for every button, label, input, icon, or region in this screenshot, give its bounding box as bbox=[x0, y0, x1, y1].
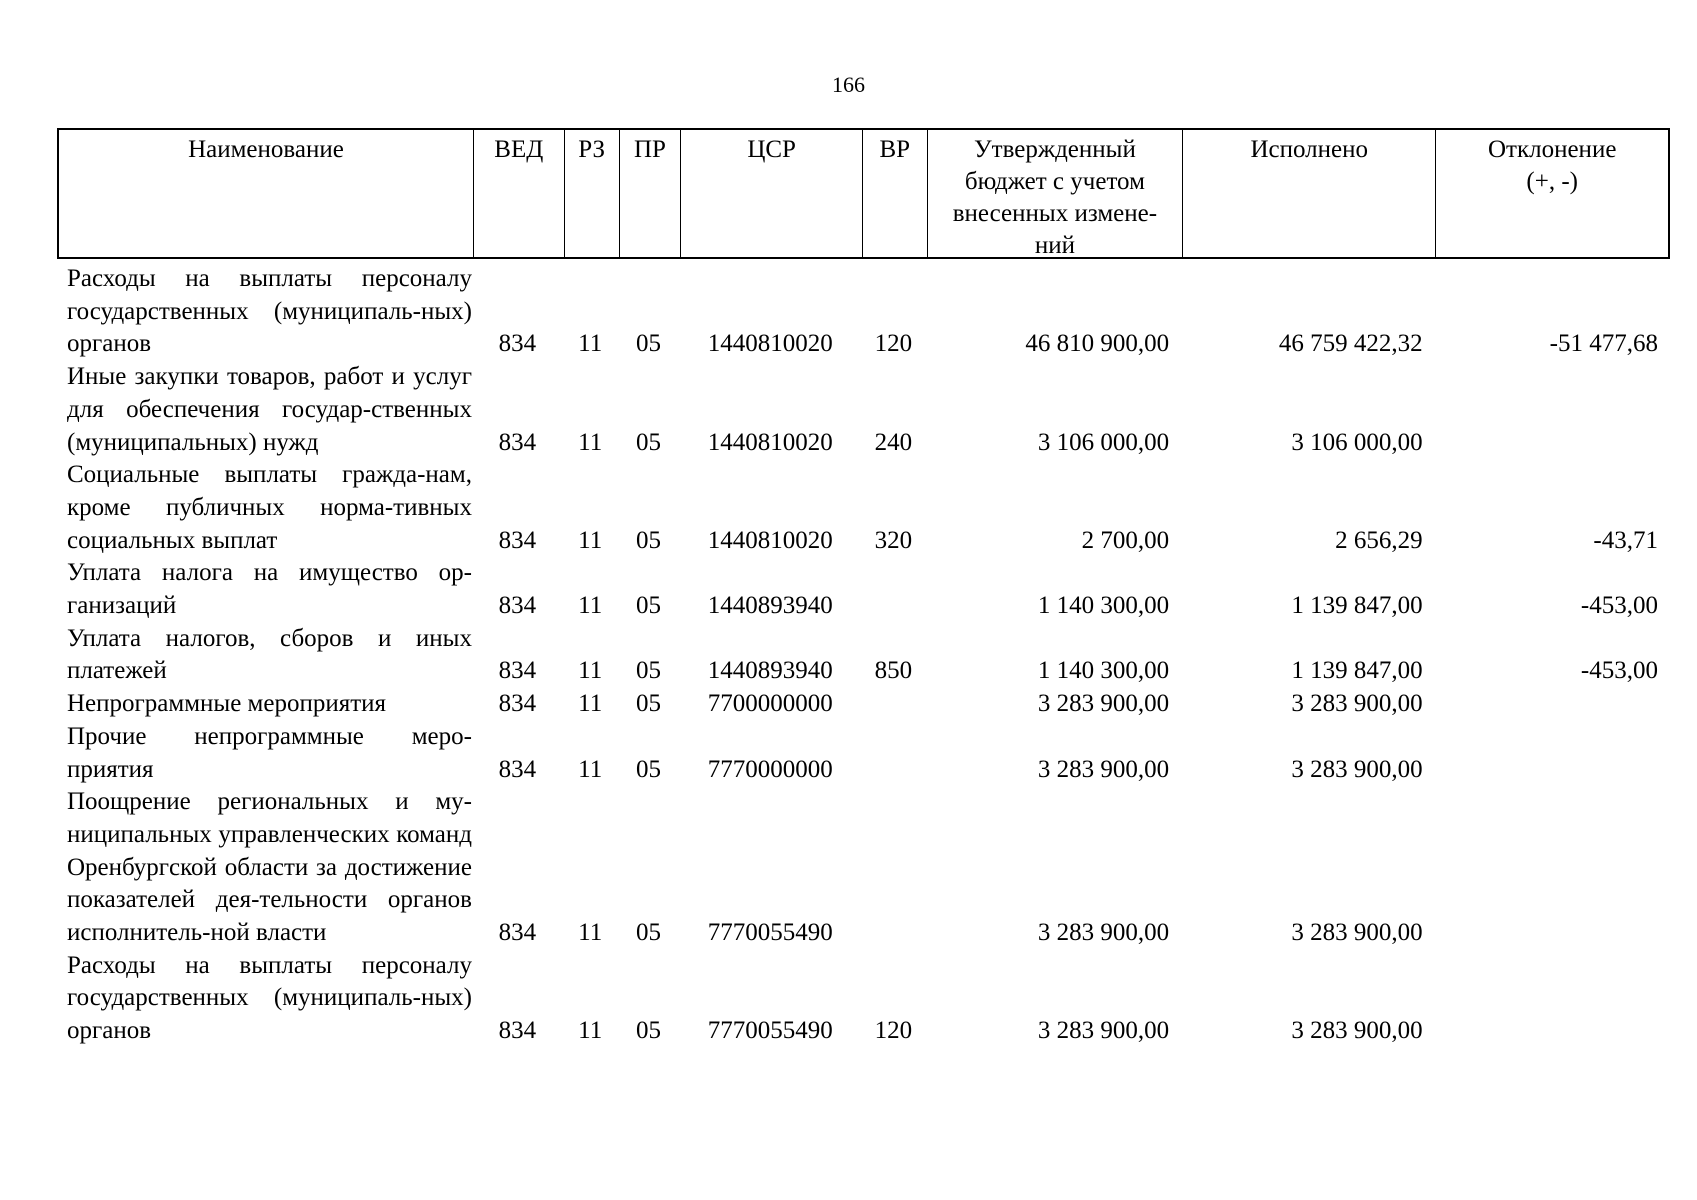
header-vr: ВР bbox=[863, 130, 928, 257]
header-csr: ЦСР bbox=[681, 130, 863, 257]
header-approved: Утвержденный бюджет с учетом внесенных измене-ний bbox=[928, 130, 1183, 257]
row-executed: 3 283 900,00 bbox=[1291, 919, 1423, 947]
row-vr: 240 bbox=[874, 428, 913, 456]
table-row bbox=[57, 361, 1670, 459]
row-approved: 3 283 900,00 bbox=[1037, 1017, 1170, 1045]
row-deviation: -453,00 bbox=[1580, 592, 1658, 620]
row-executed: 3 283 900,00 bbox=[1291, 1017, 1423, 1045]
table-row bbox=[57, 263, 1670, 361]
table-row bbox=[57, 557, 1670, 622]
row-csr: 7770055490 bbox=[707, 1017, 833, 1045]
row-ved: 834 bbox=[498, 1017, 537, 1045]
row-approved: 3 283 900,00 bbox=[1037, 755, 1170, 783]
row-ved: 834 bbox=[498, 526, 537, 554]
row-pr: 05 bbox=[636, 330, 662, 358]
row-executed: 1 139 847,00 bbox=[1291, 592, 1423, 620]
row-ved: 834 bbox=[498, 690, 537, 718]
row-rz: 11 bbox=[578, 1017, 603, 1045]
table-row bbox=[57, 950, 1670, 1048]
row-csr: 1440893940 bbox=[707, 592, 833, 620]
row-pr: 05 bbox=[636, 755, 662, 783]
row-name: Уплата налога на имущество ор-ганизаций bbox=[67, 559, 472, 620]
row-approved: 46 810 900,00 bbox=[1025, 330, 1170, 358]
row-name: Прочие непрограммные меро-приятия bbox=[67, 722, 472, 783]
row-rz: 11 bbox=[578, 690, 603, 718]
row-approved: 3 283 900,00 bbox=[1037, 690, 1170, 718]
row-ved: 834 bbox=[498, 592, 537, 620]
row-executed: 1 139 847,00 bbox=[1291, 657, 1423, 685]
row-approved: 3 283 900,00 bbox=[1037, 919, 1170, 947]
row-pr: 05 bbox=[636, 428, 662, 456]
row-name: Расходы на выплаты персоналу государственных (муниципаль-ных) органов bbox=[67, 265, 472, 358]
row-executed: 3 283 900,00 bbox=[1291, 755, 1423, 783]
row-approved: 2 700,00 bbox=[1081, 526, 1170, 554]
header-rz: РЗ bbox=[565, 130, 620, 257]
row-pr: 05 bbox=[636, 919, 662, 947]
row-executed: 3 283 900,00 bbox=[1291, 690, 1423, 718]
row-name: Социальные выплаты гражда-нам, кроме публичных норма-тивных социальных выплат bbox=[67, 461, 472, 554]
row-executed: 3 106 000,00 bbox=[1291, 428, 1423, 456]
row-pr: 05 bbox=[636, 657, 662, 685]
row-name: Уплата налогов, сборов и иных платежей bbox=[67, 624, 472, 685]
row-deviation: -43,71 bbox=[1593, 526, 1658, 554]
row-approved: 1 140 300,00 bbox=[1037, 657, 1170, 685]
row-deviation: -51 477,68 bbox=[1549, 330, 1658, 358]
row-name: Непрограммные мероприятия bbox=[67, 690, 387, 718]
row-rz: 11 bbox=[578, 526, 603, 554]
header-executed: Исполнено bbox=[1183, 130, 1436, 257]
header-ved: ВЕД bbox=[474, 130, 565, 257]
row-pr: 05 bbox=[636, 592, 662, 620]
row-vr: 120 bbox=[874, 330, 913, 358]
row-approved: 3 106 000,00 bbox=[1037, 428, 1170, 456]
row-pr: 05 bbox=[636, 690, 662, 718]
row-approved: 1 140 300,00 bbox=[1037, 592, 1170, 620]
row-csr: 7770055490 bbox=[707, 919, 833, 947]
row-rz: 11 bbox=[578, 657, 603, 685]
row-rz: 11 bbox=[578, 919, 603, 947]
row-pr: 05 bbox=[636, 526, 662, 554]
row-ved: 834 bbox=[498, 657, 537, 685]
row-pr: 05 bbox=[636, 1017, 662, 1045]
page-number: 166 bbox=[832, 72, 865, 97]
row-ved: 834 bbox=[498, 919, 537, 947]
row-ved: 834 bbox=[498, 330, 537, 358]
row-vr: 120 bbox=[874, 1017, 913, 1045]
row-rz: 11 bbox=[578, 428, 603, 456]
header-deviation: Отклонение (+, -) bbox=[1487, 136, 1617, 195]
row-rz: 11 bbox=[578, 330, 603, 358]
table-row bbox=[57, 623, 1670, 688]
row-rz: 11 bbox=[578, 755, 603, 783]
row-rz: 11 bbox=[578, 592, 603, 620]
table-row bbox=[57, 721, 1670, 786]
table-body bbox=[57, 263, 1670, 1048]
row-vr: 850 bbox=[874, 657, 913, 685]
row-name: Расходы на выплаты персоналу государственных (муниципаль-ных) органов bbox=[67, 951, 472, 1045]
row-name: Иные закупки товаров, работ и услуг для обеспечения государ-ственных (муниципальных) нужд bbox=[67, 363, 472, 456]
table-row bbox=[57, 786, 1670, 950]
row-name: Поощрение региональных и му-ниципальных управленческих команд Оренбургской области за достижение показателей дея-тельности органов исполнитель-ной власти bbox=[67, 788, 472, 947]
row-executed: 2 656,29 bbox=[1335, 526, 1423, 554]
row-csr: 7700000000 bbox=[707, 690, 833, 718]
row-csr: 7770000000 bbox=[707, 755, 833, 783]
row-csr: 1440810020 bbox=[707, 330, 833, 358]
row-csr: 1440810020 bbox=[707, 526, 833, 554]
row-vr: 320 bbox=[874, 526, 913, 554]
header-name: Наименование bbox=[59, 130, 474, 257]
row-deviation: -453,00 bbox=[1580, 657, 1658, 685]
row-csr: 1440893940 bbox=[707, 657, 833, 685]
row-csr: 1440810020 bbox=[707, 428, 833, 456]
row-ved: 834 bbox=[498, 755, 537, 783]
table-row bbox=[57, 688, 1670, 721]
table-header bbox=[57, 128, 1670, 259]
table-row bbox=[57, 459, 1670, 557]
header-pr: ПР bbox=[620, 130, 682, 257]
row-executed: 46 759 422,32 bbox=[1278, 330, 1423, 358]
row-ved: 834 bbox=[498, 428, 537, 456]
